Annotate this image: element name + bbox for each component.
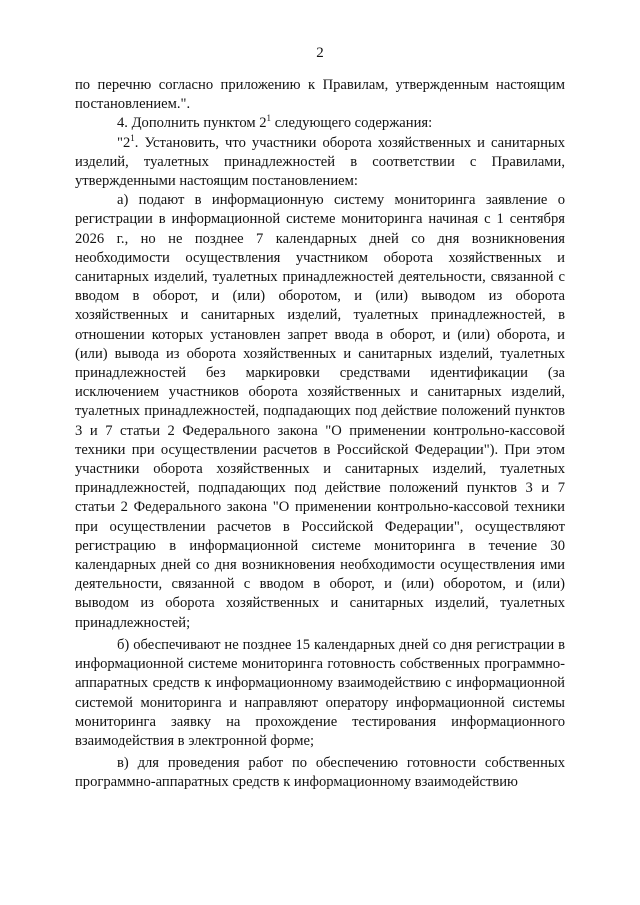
subparagraph-a: а) подают в информационную систему мониторинга заявление о регистрации в информационной системе мониторинга начиная с 1 сентября 2026 г., но не позднее 7 календарных дней со дня возникновения необходимости осуществления участником оборота хозяйственных и санитарных изделий, туалетных принадлежностей деятельности, связанной с вводом в оборот, и (или) оборотом, и (или) выводом из оборота хозяйственных и санитарных изделий, туалетных принадлежностей, в отношении которых установлен запрет ввода в оборот, и (или) оборота, и (или) вывода из оборота хозяйственных и санитарных изделий, туалетных принадлежностей без маркировки средствами идентификации (за исключением участников оборота хозяйственных и санитарных изделий, туалетных принадлежностей, подпадающих под действие положений пунктов 3 и 7 статьи 2 Федерального закона "О применении контрольно-кассовой техники при осуществлении расчетов в Российской Федерации"). При этом участники оборота хозяйственных и санитарных изделий, туалетных принадлежностей, подпадающих под действие положений пунктов 3 и 7 статьи 2 Федерального закона "О применении контрольно-кассовой техники при осуществлении расчетов в Российской Федерации", осуществляют регистрацию в информационной системе мониторинга в течение 30 календарных дней со дня возникновения необходимости осуществления ими деятельности, связанной с вводом в оборот, и (или) оборотом, и (или) выводом из оборота хозяйственных и санитарных изделий, туалетных принадлежностей;: [75, 192, 565, 631]
superscript-one: 1: [130, 132, 135, 143]
paragraph-text-end: . Установить, что участники оборота хозяйственных и санитарных изделий, туалетных принадлежностей в соответствии с Правилами, утвержденными настоящим постановлением:: [75, 134, 565, 190]
paragraph-continuation: по перечню согласно приложению к Правилам, утвержденным настоящим постановлением.".: [75, 77, 565, 113]
document-body: [75, 76, 565, 793]
paragraph-item-2-1: [75, 134, 565, 192]
paragraph-text-start: "2: [117, 134, 131, 151]
subparagraph-b: б) обеспечивают не позднее 15 календарных дней со дня регистрации в информационной системе мониторинга готовность собственных программно-аппаратных средств к информационному взаимодействию с информационной системой мониторинга и направляют оператору информационной системы мониторинга заявку на прохождение тестирования информационного взаимодействия в электронной форме;: [75, 636, 565, 749]
page-number: 2: [316, 45, 324, 61]
paragraph-item-4: [75, 114, 565, 133]
paragraph-text-end: следующего содержания:: [271, 115, 433, 132]
paragraph-text-start: 4. Дополнить пунктом 2: [117, 115, 267, 132]
subparagraph-c: в) для проведения работ по обеспечению готовности собственных программно-аппаратных средств к информационному взаимодействию: [75, 755, 565, 791]
superscript-one: 1: [266, 113, 272, 124]
